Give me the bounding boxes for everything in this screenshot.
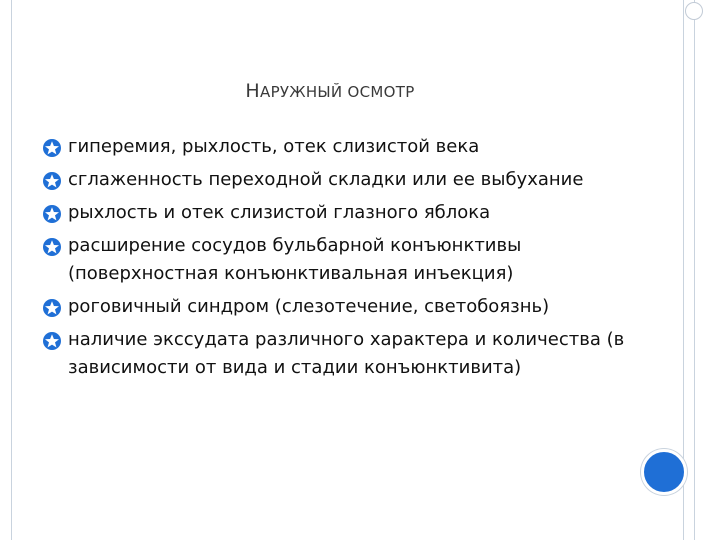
- slide-title: [0, 80, 660, 102]
- decorative-circle-top: [685, 2, 703, 20]
- star-bullet-icon: [42, 203, 62, 223]
- bullet-item: [42, 291, 652, 324]
- bullet-item: [42, 131, 652, 164]
- star-bullet-icon: [42, 170, 62, 190]
- bullet-text: гиперемия, рыхлость, отек слизистой века: [68, 136, 480, 157]
- bullet-item: [42, 230, 652, 291]
- bullet-list: [42, 131, 652, 385]
- bullet-item: [42, 197, 652, 230]
- frame-line-right-outer: [694, 0, 695, 540]
- star-bullet-icon: [42, 137, 62, 157]
- slide-title-initial: Н: [245, 80, 261, 102]
- bullet-item: [42, 324, 652, 385]
- slide-title-rest: АРУЖНЫЙ ОСМОТР: [260, 83, 415, 101]
- star-bullet-icon: [42, 330, 62, 350]
- bullet-text: расширение сосудов бульбарной конъюнктивы (поверхностная конъюнктивальная инъекция): [68, 235, 522, 284]
- bullet-item: [42, 164, 652, 197]
- bullet-text: сглаженность переходной складки или ее выбухание: [68, 169, 584, 190]
- bullet-text: наличие экссудата различного характера и количества (в зависимости от вида и стадии конъюнктивита): [68, 329, 625, 378]
- bullet-text: рыхлость и отек слизистой глазного яблока: [68, 202, 491, 223]
- star-bullet-icon: [42, 297, 62, 317]
- decorative-circle-blue: [641, 449, 687, 495]
- bullet-text: роговичный синдром (слезотечение, светобоязнь): [68, 296, 550, 317]
- star-bullet-icon: [42, 236, 62, 256]
